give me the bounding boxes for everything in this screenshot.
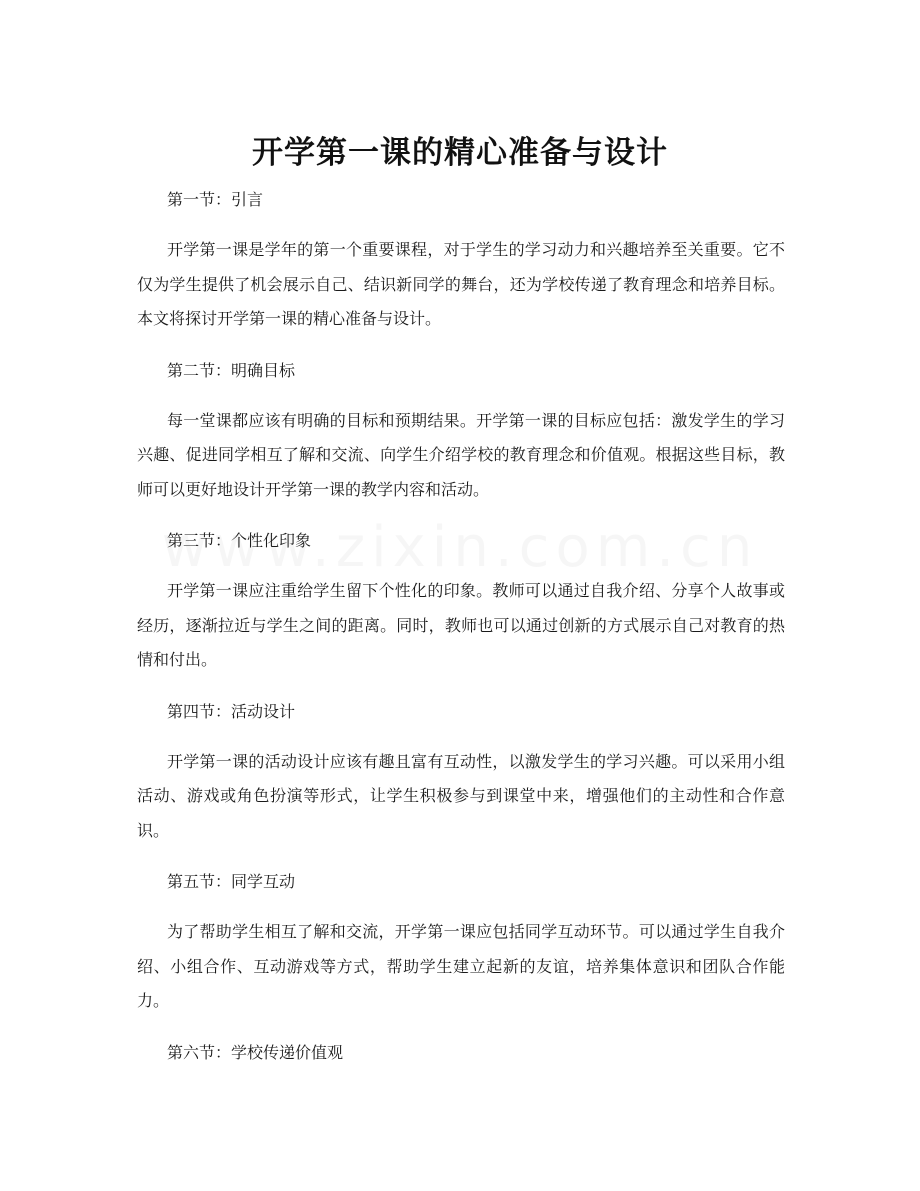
section-heading: 第三节：个性化印象 (167, 531, 312, 550)
section-paragraph: 开学第一课的活动设计应该有趣且富有互动性，以激发学生的学习兴趣。可以采用小组活动、游戏或角色扮演等形式，让学生积极参与到课堂中来，增强他们的主动性和合作意识。 (137, 751, 785, 840)
section-heading: 第六节：学校传递价值观 (167, 1042, 344, 1062)
section-paragraph: 每一堂课都应该有明确的目标和预期结果。开学第一课的目标应包括：激发学生的学习兴趣、促进同学相互了解和交流、向学生介绍学校的教育理念和价值观。根据这些目标，教师可以更好地设计开学第一课的教学内容和活动。 (137, 410, 785, 499)
section-heading: 第二节：明确目标 (167, 360, 296, 380)
section-1 (137, 182, 785, 353)
section-heading: 第一节：引言 (167, 190, 264, 209)
section-6 (137, 1035, 785, 1071)
section-5 (137, 864, 785, 1035)
section-paragraph: 为了帮助学生相互了解和交流，开学第一课应包括同学互动环节。可以通过学生自我介绍、小组合作、互动游戏等方式，帮助学生建立起新的友谊，培养集体意识和团队合作能力。 (137, 922, 785, 1010)
section-heading: 第四节：活动设计 (167, 701, 296, 721)
section-heading: 第五节：同学互动 (167, 872, 296, 891)
section-2 (137, 353, 785, 524)
section-paragraph: 开学第一课是学年的第一个重要课程，对于学生的学习动力和兴趣培养至关重要。它不仅为学生提供了机会展示自己、结识新同学的舞台，还为学校传递了教育理念和培养目标。本文将探讨开学第一课的精心准备与设计。 (137, 240, 785, 328)
document-body (137, 182, 785, 1071)
page-title: 开学第一课的精心准备与设计 (252, 134, 668, 171)
section-4 (137, 694, 785, 865)
section-3 (137, 523, 785, 694)
section-paragraph: 开学第一课应注重给学生留下个性化的印象。教师可以通过自我介绍、分享个人故事或经历，逐渐拉近与学生之间的距离。同时，教师也可以通过创新的方式展示自己对教育的热情和付出。 (137, 581, 785, 669)
